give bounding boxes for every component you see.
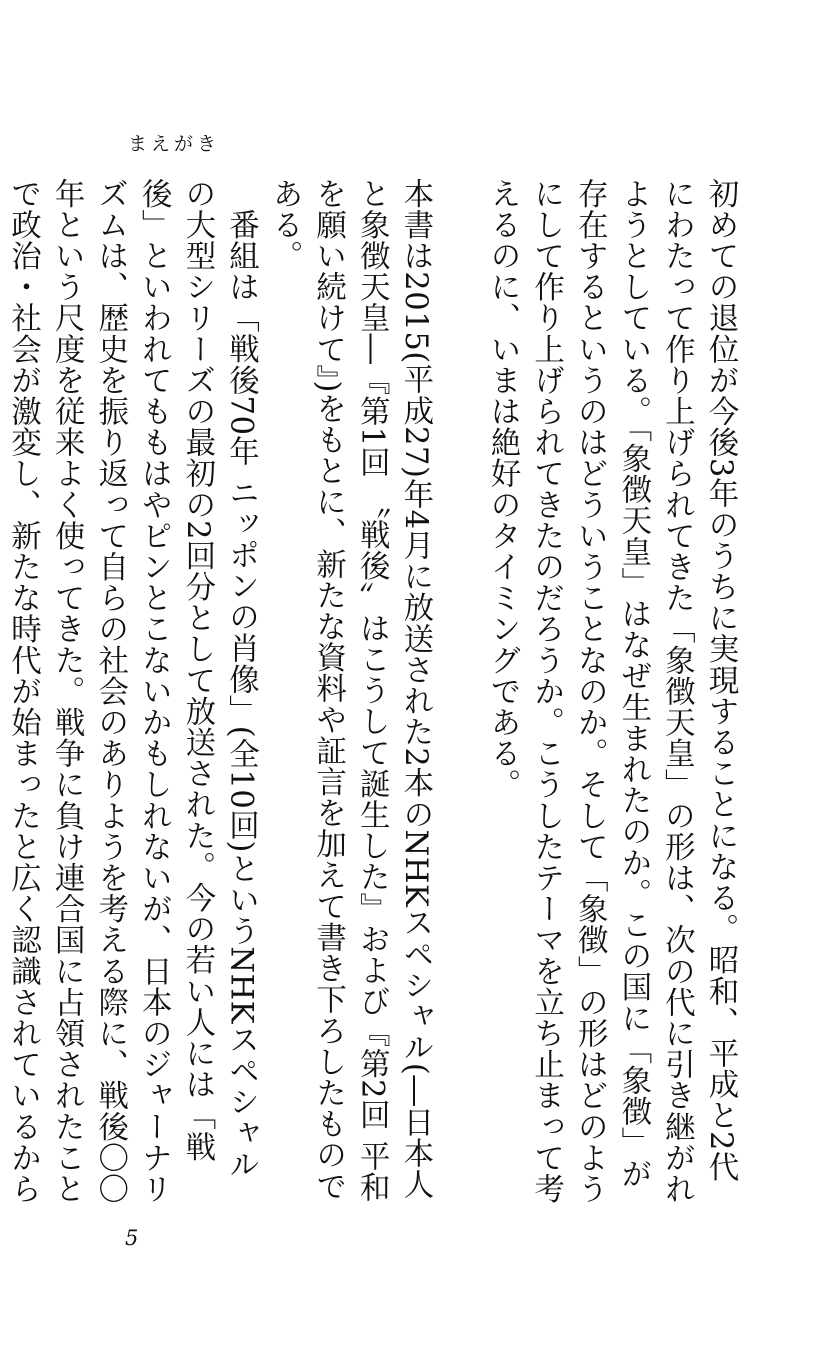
paragraph-2: 本書は2015(平成27)年4月に放送された2本のNHKスペシャル(―日本人と象徴天皇―『第1回 〝戦後〟はこうして誕生した』および『第2回 平和を願い続けて』)をもとに、新たな資料や証言を加えて書き下ろしたものである。 xyxy=(267,178,433,1203)
page-number: 5 xyxy=(125,1226,139,1250)
body-text xyxy=(0,178,742,1208)
running-head: まえがき xyxy=(128,133,221,155)
paragraph-3: 番組は「戦後70年 ニッポンの肖像」(全10回)というNHKスペシャルの大型シリーズの最初の2回分として放送された。今の若い人には「戦後」といわれてももはやピンとこないかもしれないが、日本のジャーナリズムは、歴史を振り返って自らの社会のありようを考える際に、戦後〇〇年という尺度を従来よく使ってきた。戦争に負け連合国に占領されたことで政治・社会が激変し、新たな時代が始まったと広く認識されているから xyxy=(5,178,259,1205)
paragraph-spacer xyxy=(437,178,481,1208)
paragraph-1: 初めての退位が今後3年のうちに実現することになる。昭和、平成と2代にわたって作り上げられてきた「象徴天皇」の形は、次の代に引き継がれようとしている。「象徴天皇」はなぜ生まれたのか。この国に「象徴」が存在するというのはどういうことなのか。そして「象徴」の形はどのようにして作り上げられてきたのだろうか。こうしたテーマを立ち止まって考えるのに、いまは絶好のタイミングである。 xyxy=(485,178,738,1205)
